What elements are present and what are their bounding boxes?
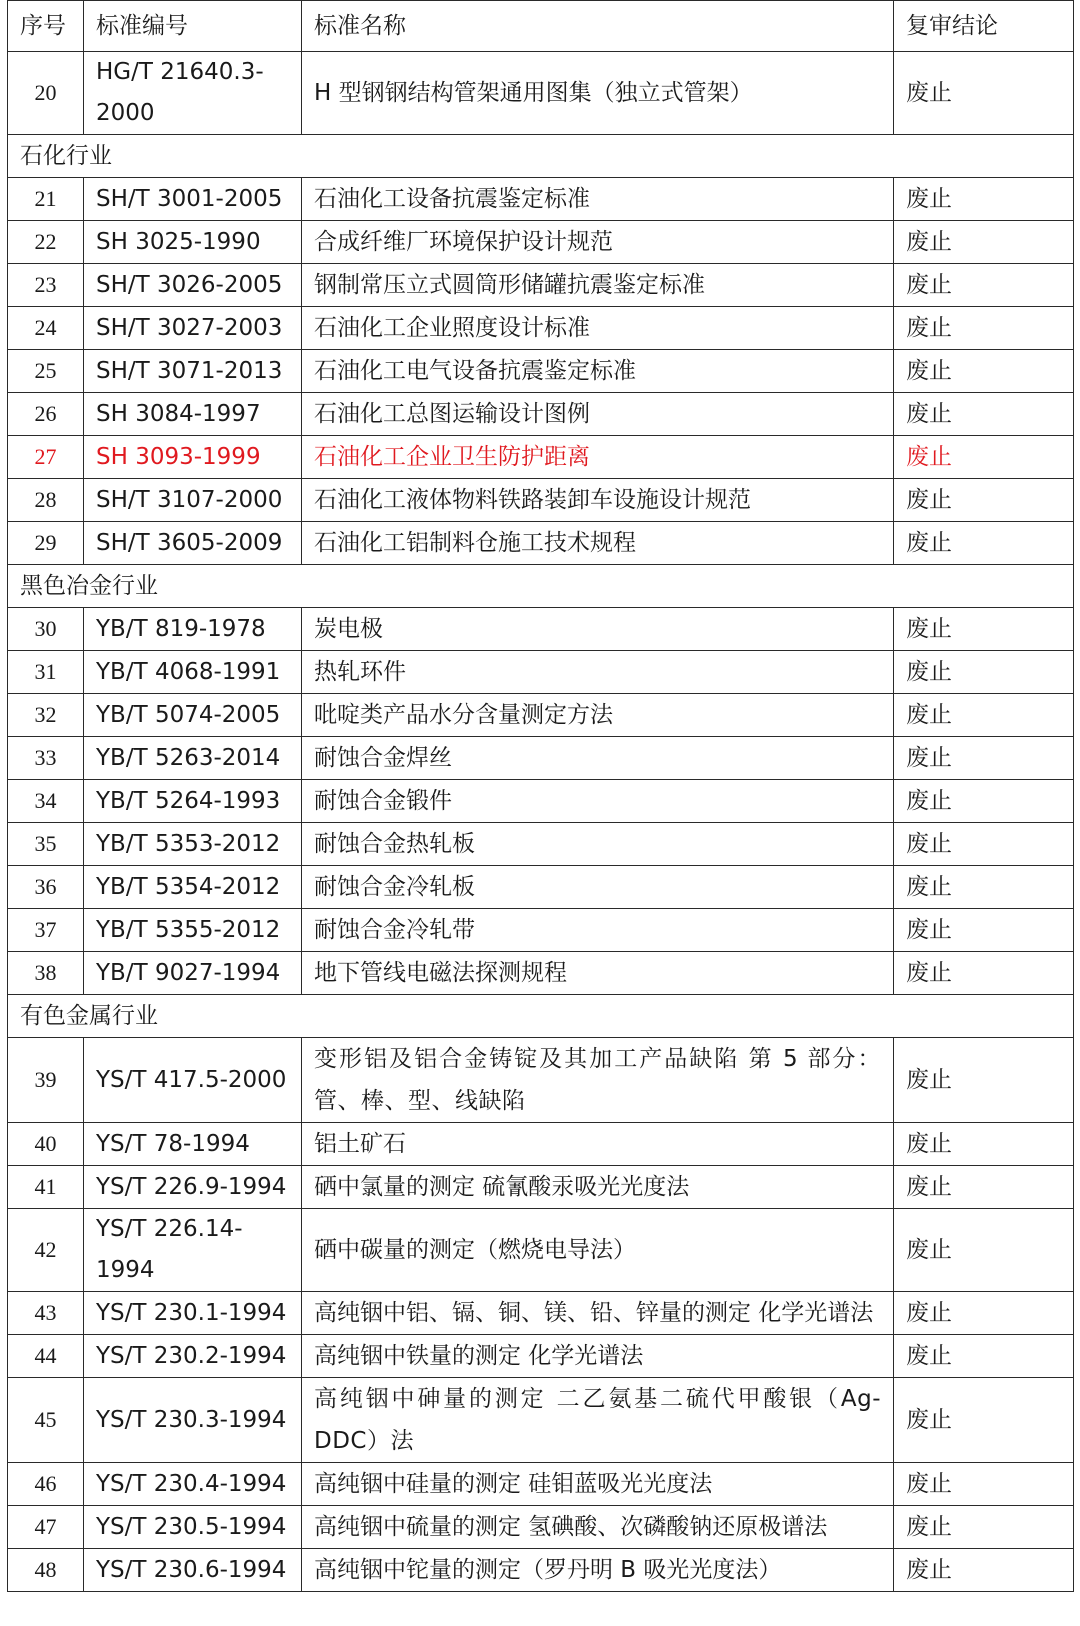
review-result-cell: 废止	[894, 393, 1074, 436]
table-row	[8, 522, 1074, 565]
seq-cell: 28	[8, 479, 84, 522]
standard-code-cell: YS/T 226.14-1994	[84, 1209, 302, 1292]
table-row	[8, 1549, 1074, 1592]
review-result-cell: 废止	[894, 178, 1074, 221]
table-row	[8, 1506, 1074, 1549]
seq-cell: 35	[8, 823, 84, 866]
section-title: 有色金属行业	[8, 995, 1074, 1038]
standard-code-cell: SH 3084-1997	[84, 393, 302, 436]
review-result-cell: 废止	[894, 1506, 1074, 1549]
table-row	[8, 1209, 1074, 1292]
standard-code-cell: YS/T 230.2-1994	[84, 1335, 302, 1378]
table-row	[8, 1123, 1074, 1166]
standard-name-cell: 高纯铟中铊量的测定（罗丹明 B 吸光光度法）	[302, 1549, 894, 1592]
standard-name-cell: 石油化工铝制料仓施工技术规程	[302, 522, 894, 565]
seq-cell: 38	[8, 952, 84, 995]
standard-code-cell: YB/T 9027-1994	[84, 952, 302, 995]
standard-name-cell: 高纯铟中硫量的测定 氢碘酸、次磷酸钠还原极谱法	[302, 1506, 894, 1549]
seq-cell: 32	[8, 694, 84, 737]
seq-cell: 21	[8, 178, 84, 221]
standard-name-cell: 变形铝及铝合金铸锭及其加工产品缺陷 第 5 部分：管、棒、型、线缺陷	[302, 1038, 894, 1123]
table-row	[8, 694, 1074, 737]
seq-cell: 44	[8, 1335, 84, 1378]
standard-code-cell: YS/T 230.5-1994	[84, 1506, 302, 1549]
seq-cell: 36	[8, 866, 84, 909]
standard-name-cell: 高纯铟中铝、镉、铜、镁、铅、锌量的测定 化学光谱法	[302, 1292, 894, 1335]
header-name: 标准名称	[302, 1, 894, 52]
seq-cell: 31	[8, 651, 84, 694]
standard-name-cell: 合成纤维厂环境保护设计规范	[302, 221, 894, 264]
standard-name-cell: 石油化工设备抗震鉴定标准	[302, 178, 894, 221]
standard-code-cell: YS/T 230.6-1994	[84, 1549, 302, 1592]
standard-name-cell: 钢制常压立式圆筒形储罐抗震鉴定标准	[302, 264, 894, 307]
table-header-row	[8, 1, 1074, 52]
standard-code-cell: YS/T 230.4-1994	[84, 1463, 302, 1506]
review-result-cell: 废止	[894, 1123, 1074, 1166]
table-row	[8, 52, 1074, 135]
seq-cell: 25	[8, 350, 84, 393]
standard-code-cell: YS/T 226.9-1994	[84, 1166, 302, 1209]
review-result-cell: 废止	[894, 479, 1074, 522]
seq-cell: 39	[8, 1038, 84, 1123]
section-row	[8, 135, 1074, 178]
table-row	[8, 952, 1074, 995]
standard-code-cell: YB/T 5355-2012	[84, 909, 302, 952]
section-row	[8, 565, 1074, 608]
standard-name-cell: 耐蚀合金焊丝	[302, 737, 894, 780]
seq-cell: 33	[8, 737, 84, 780]
standard-name-cell: 地下管线电磁法探测规程	[302, 952, 894, 995]
seq-cell: 27	[8, 436, 84, 479]
standards-review-table	[7, 0, 1074, 1592]
standard-code-cell: YS/T 417.5-2000	[84, 1038, 302, 1123]
seq-cell: 43	[8, 1292, 84, 1335]
standard-name-cell: 炭电极	[302, 608, 894, 651]
review-result-cell: 废止	[894, 1292, 1074, 1335]
seq-cell: 26	[8, 393, 84, 436]
standard-name-cell: 耐蚀合金冷轧带	[302, 909, 894, 952]
review-result-cell: 废止	[894, 866, 1074, 909]
table-row	[8, 1378, 1074, 1463]
review-result-cell: 废止	[894, 952, 1074, 995]
seq-cell: 48	[8, 1549, 84, 1592]
header-result: 复审结论	[894, 1, 1074, 52]
review-result-cell: 废止	[894, 694, 1074, 737]
table-row-highlighted	[8, 436, 1074, 479]
standard-name-cell: 石油化工总图运输设计图例	[302, 393, 894, 436]
seq-cell: 23	[8, 264, 84, 307]
standard-code-cell: YB/T 5354-2012	[84, 866, 302, 909]
standard-code-cell: YS/T 78-1994	[84, 1123, 302, 1166]
table-row	[8, 866, 1074, 909]
review-result-cell: 废止	[894, 1378, 1074, 1463]
seq-cell: 29	[8, 522, 84, 565]
standard-name-cell: 石油化工企业照度设计标准	[302, 307, 894, 350]
standard-name-cell: 耐蚀合金冷轧板	[302, 866, 894, 909]
seq-cell: 46	[8, 1463, 84, 1506]
standard-code-cell: SH/T 3027-2003	[84, 307, 302, 350]
standard-name-cell: 石油化工企业卫生防护距离	[302, 436, 894, 479]
seq-cell: 42	[8, 1209, 84, 1292]
standard-code-cell: SH 3093-1999	[84, 436, 302, 479]
review-result-cell: 废止	[894, 307, 1074, 350]
review-result-cell: 废止	[894, 737, 1074, 780]
review-result-cell: 废止	[894, 221, 1074, 264]
standard-code-cell: SH/T 3001-2005	[84, 178, 302, 221]
table-row	[8, 350, 1074, 393]
table-row	[8, 651, 1074, 694]
seq-cell: 22	[8, 221, 84, 264]
standard-name-cell: 高纯铟中硅量的测定 硅钼蓝吸光光度法	[302, 1463, 894, 1506]
standard-name-cell: 高纯铟中铁量的测定 化学光谱法	[302, 1335, 894, 1378]
table-row	[8, 307, 1074, 350]
standard-name-cell: 耐蚀合金热轧板	[302, 823, 894, 866]
seq-cell: 41	[8, 1166, 84, 1209]
standard-name-cell: 石油化工液体物料铁路装卸车设施设计规范	[302, 479, 894, 522]
table-row	[8, 264, 1074, 307]
review-result-cell: 废止	[894, 1166, 1074, 1209]
seq-cell: 30	[8, 608, 84, 651]
header-code: 标准编号	[84, 1, 302, 52]
review-result-cell: 废止	[894, 608, 1074, 651]
review-result-cell: 废止	[894, 350, 1074, 393]
review-result-cell: 废止	[894, 780, 1074, 823]
review-result-cell: 废止	[894, 1038, 1074, 1123]
table-row	[8, 909, 1074, 952]
standard-code-cell: YB/T 819-1978	[84, 608, 302, 651]
standard-code-cell: YB/T 5263-2014	[84, 737, 302, 780]
standard-code-cell: YB/T 5353-2012	[84, 823, 302, 866]
table-row	[8, 737, 1074, 780]
table-row	[8, 1166, 1074, 1209]
standard-code-cell: SH/T 3026-2005	[84, 264, 302, 307]
standard-name-cell: 热轧环件	[302, 651, 894, 694]
standard-code-cell: SH 3025-1990	[84, 221, 302, 264]
standard-code-cell: YB/T 4068-1991	[84, 651, 302, 694]
header-seq: 序号	[8, 1, 84, 52]
standard-code-cell: SH/T 3071-2013	[84, 350, 302, 393]
review-result-cell: 废止	[894, 1463, 1074, 1506]
standard-code-cell: SH/T 3107-2000	[84, 479, 302, 522]
review-result-cell: 废止	[894, 436, 1074, 479]
standard-code-cell: YB/T 5074-2005	[84, 694, 302, 737]
table-row	[8, 221, 1074, 264]
standard-name-cell: 硒中氯量的测定 硫氰酸汞吸光光度法	[302, 1166, 894, 1209]
table-row	[8, 178, 1074, 221]
standard-code-cell: HG/T 21640.3-2000	[84, 52, 302, 135]
standard-name-cell: 铝土矿石	[302, 1123, 894, 1166]
standard-code-cell: SH/T 3605-2009	[84, 522, 302, 565]
seq-cell: 24	[8, 307, 84, 350]
review-result-cell: 废止	[894, 522, 1074, 565]
table-row	[8, 1335, 1074, 1378]
section-title: 黑色冶金行业	[8, 565, 1074, 608]
standard-name-cell: 耐蚀合金锻件	[302, 780, 894, 823]
table-row	[8, 393, 1074, 436]
seq-cell: 20	[8, 52, 84, 135]
review-result-cell: 废止	[894, 909, 1074, 952]
standard-code-cell: YS/T 230.3-1994	[84, 1378, 302, 1463]
standard-code-cell: YS/T 230.1-1994	[84, 1292, 302, 1335]
standard-code-cell: YB/T 5264-1993	[84, 780, 302, 823]
table-row	[8, 823, 1074, 866]
standard-name-cell: 吡啶类产品水分含量测定方法	[302, 694, 894, 737]
standard-name-cell: 石油化工电气设备抗震鉴定标准	[302, 350, 894, 393]
table-row	[8, 1038, 1074, 1123]
review-result-cell: 废止	[894, 651, 1074, 694]
section-row	[8, 995, 1074, 1038]
table-row	[8, 608, 1074, 651]
section-title: 石化行业	[8, 135, 1074, 178]
seq-cell: 40	[8, 1123, 84, 1166]
seq-cell: 37	[8, 909, 84, 952]
standard-name-cell: 硒中碳量的测定（燃烧电导法）	[302, 1209, 894, 1292]
table-row	[8, 1463, 1074, 1506]
table-row	[8, 1292, 1074, 1335]
seq-cell: 47	[8, 1506, 84, 1549]
standard-name-cell: 高纯铟中砷量的测定 二乙氨基二硫代甲酸银（Ag-DDC）法	[302, 1378, 894, 1463]
table-row	[8, 780, 1074, 823]
review-result-cell: 废止	[894, 823, 1074, 866]
review-result-cell: 废止	[894, 1209, 1074, 1292]
review-result-cell: 废止	[894, 1549, 1074, 1592]
seq-cell: 34	[8, 780, 84, 823]
review-result-cell: 废止	[894, 264, 1074, 307]
seq-cell: 45	[8, 1378, 84, 1463]
table-row	[8, 479, 1074, 522]
review-result-cell: 废止	[894, 52, 1074, 135]
review-result-cell: 废止	[894, 1335, 1074, 1378]
standard-name-cell: H 型钢钢结构管架通用图集（独立式管架）	[302, 52, 894, 135]
